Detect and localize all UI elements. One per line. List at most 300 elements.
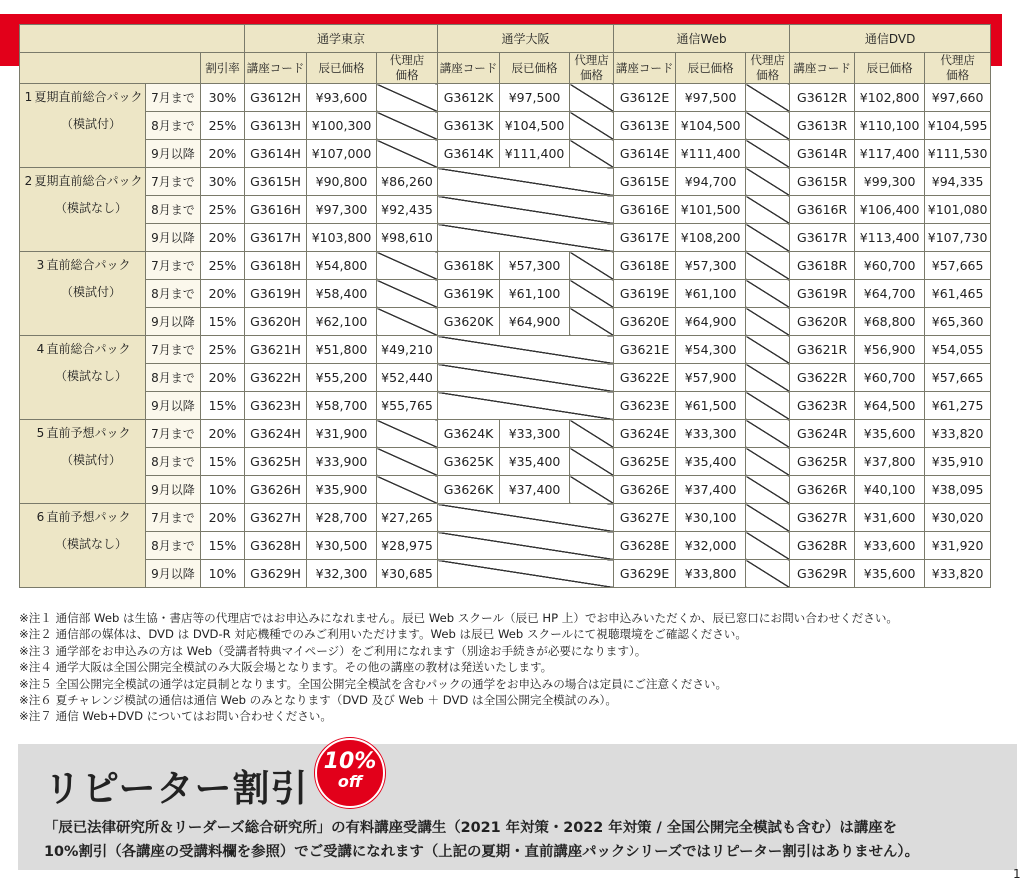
osaka-unavailable-cell bbox=[438, 168, 614, 196]
rate-cell: 15% bbox=[201, 308, 245, 336]
tokyo-code-header: 講座コード bbox=[245, 53, 307, 84]
tokyo-price-cell: ¥100,300 bbox=[307, 112, 377, 140]
tokyo-agency-na-cell bbox=[377, 420, 438, 448]
dvd-agency-price-cell: ¥61,275 bbox=[925, 392, 991, 420]
web-code-cell: G3625E bbox=[614, 448, 676, 476]
pack-name-cell bbox=[20, 420, 146, 504]
dvd-agency-header: 代理店 価格 bbox=[925, 53, 991, 84]
rate-cell: 10% bbox=[201, 476, 245, 504]
tokyo-price-cell: ¥107,000 bbox=[307, 140, 377, 168]
tokyo-price-cell: ¥55,200 bbox=[307, 364, 377, 392]
web-code-cell: G3620E bbox=[614, 308, 676, 336]
osaka-unavailable-cell bbox=[438, 532, 614, 560]
group-tokyo: 通学東京 bbox=[245, 25, 438, 53]
pack-name-cell bbox=[20, 504, 146, 588]
osaka-code-cell: G3618K bbox=[438, 252, 500, 280]
period-cell: 9月以降 bbox=[146, 560, 201, 588]
dvd-price-cell: ¥33,600 bbox=[855, 532, 925, 560]
osaka-price-cell: ¥35,400 bbox=[500, 448, 570, 476]
tokyo-code-cell: G3613H bbox=[245, 112, 307, 140]
osaka-code-cell: G3614K bbox=[438, 140, 500, 168]
rate-cell: 15% bbox=[201, 532, 245, 560]
osaka-code-cell: G3625K bbox=[438, 448, 500, 476]
osaka-agency-na-cell bbox=[570, 476, 614, 504]
dvd-price-cell: ¥117,400 bbox=[855, 140, 925, 168]
web-price-cell: ¥33,300 bbox=[676, 420, 746, 448]
web-price-header: 辰已価格 bbox=[676, 53, 746, 84]
osaka-agency-na-cell bbox=[570, 112, 614, 140]
rate-cell: 25% bbox=[201, 336, 245, 364]
web-price-cell: ¥104,500 bbox=[676, 112, 746, 140]
web-price-cell: ¥101,500 bbox=[676, 196, 746, 224]
tokyo-agency-na-cell bbox=[377, 476, 438, 504]
table-row bbox=[20, 168, 991, 196]
web-price-cell: ¥37,400 bbox=[676, 476, 746, 504]
discount-badge bbox=[315, 738, 385, 808]
dvd-code-cell: G3622R bbox=[790, 364, 855, 392]
tokyo-code-cell: G3612H bbox=[245, 84, 307, 112]
period-cell: 9月以降 bbox=[146, 224, 201, 252]
table-row bbox=[20, 336, 991, 364]
web-agency-na-cell bbox=[746, 168, 790, 196]
dvd-code-cell: G3619R bbox=[790, 280, 855, 308]
web-agency-na-cell bbox=[746, 448, 790, 476]
tokyo-code-cell: G3625H bbox=[245, 448, 307, 476]
dvd-code-cell: G3625R bbox=[790, 448, 855, 476]
period-cell: 8月まで bbox=[146, 196, 201, 224]
tokyo-agency-na-cell bbox=[377, 84, 438, 112]
tokyo-price-cell: ¥33,900 bbox=[307, 448, 377, 476]
table-row bbox=[20, 308, 991, 336]
rate-cell: 20% bbox=[201, 420, 245, 448]
price-table bbox=[19, 24, 991, 588]
repeater-discount-banner bbox=[18, 744, 1017, 870]
dvd-agency-price-cell: ¥107,730 bbox=[925, 224, 991, 252]
dvd-agency-price-cell: ¥35,910 bbox=[925, 448, 991, 476]
dvd-code-cell: G3623R bbox=[790, 392, 855, 420]
dvd-price-header: 辰已価格 bbox=[855, 53, 925, 84]
web-price-cell: ¥33,800 bbox=[676, 560, 746, 588]
dvd-price-cell: ¥31,600 bbox=[855, 504, 925, 532]
osaka-price-cell: ¥33,300 bbox=[500, 420, 570, 448]
dvd-price-cell: ¥113,400 bbox=[855, 224, 925, 252]
banner-title: リピーター割引 bbox=[44, 767, 309, 810]
banner-line-1: 「辰已法律研究所＆リーダーズ総合研究所」の有料講座受講生（2021 年対策・2022 年対策 / 全国公開完全模試も含む）は講座を bbox=[44, 820, 897, 836]
pack-name: 夏期直前総合パック bbox=[34, 174, 143, 188]
dvd-price-cell: ¥37,800 bbox=[855, 448, 925, 476]
group-osaka: 通学大阪 bbox=[438, 25, 614, 53]
period-cell: 7月まで bbox=[146, 336, 201, 364]
web-price-cell: ¥111,400 bbox=[676, 140, 746, 168]
rate-cell: 20% bbox=[201, 364, 245, 392]
tokyo-agency-na-cell bbox=[377, 252, 438, 280]
period-cell: 9月以降 bbox=[146, 308, 201, 336]
table-row bbox=[20, 140, 991, 168]
tokyo-agency-price-cell: ¥55,765 bbox=[377, 392, 438, 420]
osaka-price-cell: ¥97,500 bbox=[500, 84, 570, 112]
pack-title bbox=[20, 84, 145, 111]
web-agency-na-cell bbox=[746, 112, 790, 140]
badge-off: off bbox=[337, 772, 363, 791]
web-code-cell: G3627E bbox=[614, 504, 676, 532]
pack-number: 2 bbox=[24, 174, 33, 188]
tokyo-code-cell: G3621H bbox=[245, 336, 307, 364]
period-cell: 8月まで bbox=[146, 280, 201, 308]
web-code-cell: G3628E bbox=[614, 532, 676, 560]
dvd-code-cell: G3618R bbox=[790, 252, 855, 280]
pack-subtitle: （模試付） bbox=[60, 453, 121, 467]
dvd-price-cell: ¥64,700 bbox=[855, 280, 925, 308]
rate-cell: 25% bbox=[201, 252, 245, 280]
osaka-code-cell: G3620K bbox=[438, 308, 500, 336]
web-price-cell: ¥61,100 bbox=[676, 280, 746, 308]
tokyo-agency-price-cell: ¥49,210 bbox=[377, 336, 438, 364]
banner-line-2: 10%割引（各講座の受講料欄を参照）でご受講になれます（上記の夏期・直前講座パックシリーズではリピーター割引はありません）。 bbox=[44, 844, 920, 860]
web-code-cell: G3622E bbox=[614, 364, 676, 392]
osaka-agency-na-cell bbox=[570, 308, 614, 336]
pack-subtitle: （模試なし） bbox=[54, 201, 127, 215]
web-agency-na-cell bbox=[746, 84, 790, 112]
tokyo-code-cell: G3617H bbox=[245, 224, 307, 252]
osaka-unavailable-cell bbox=[438, 560, 614, 588]
tokyo-code-cell: G3623H bbox=[245, 392, 307, 420]
tokyo-agency-price-cell: ¥92,435 bbox=[377, 196, 438, 224]
table-row bbox=[20, 280, 991, 308]
pack-subtitle: （模試付） bbox=[60, 285, 121, 299]
tokyo-agency-price-cell: ¥30,685 bbox=[377, 560, 438, 588]
table-row bbox=[20, 252, 991, 280]
dvd-code-cell: G3629R bbox=[790, 560, 855, 588]
dvd-agency-price-cell: ¥33,820 bbox=[925, 420, 991, 448]
tokyo-price-cell: ¥31,900 bbox=[307, 420, 377, 448]
web-code-cell: G3618E bbox=[614, 252, 676, 280]
osaka-agency-na-cell bbox=[570, 280, 614, 308]
dvd-code-header: 講座コード bbox=[790, 53, 855, 84]
web-code-cell: G3619E bbox=[614, 280, 676, 308]
dvd-code-cell: G3621R bbox=[790, 336, 855, 364]
web-price-cell: ¥97,500 bbox=[676, 84, 746, 112]
pack-name: 直前総合パック bbox=[46, 342, 131, 356]
rate-cell: 15% bbox=[201, 392, 245, 420]
tokyo-agency-price-cell: ¥98,610 bbox=[377, 224, 438, 252]
web-code-cell: G3614E bbox=[614, 140, 676, 168]
page-number: 1 bbox=[1013, 867, 1021, 881]
header-blank-2 bbox=[20, 53, 201, 84]
web-agency-na-cell bbox=[746, 224, 790, 252]
dvd-price-cell: ¥35,600 bbox=[855, 560, 925, 588]
table-row bbox=[20, 420, 991, 448]
osaka-agency-header: 代理店 価格 bbox=[570, 53, 614, 84]
table-row bbox=[20, 224, 991, 252]
dvd-code-cell: G3627R bbox=[790, 504, 855, 532]
web-agency-na-cell bbox=[746, 420, 790, 448]
pack-name: 直前総合パック bbox=[46, 258, 131, 272]
dvd-price-cell: ¥40,100 bbox=[855, 476, 925, 504]
osaka-code-cell: G3626K bbox=[438, 476, 500, 504]
web-code-cell: G3612E bbox=[614, 84, 676, 112]
tokyo-code-cell: G3619H bbox=[245, 280, 307, 308]
web-price-cell: ¥57,900 bbox=[676, 364, 746, 392]
tokyo-agency-na-cell bbox=[377, 112, 438, 140]
note-3: ※注３ 通学部をお申込みの方は Web（受講者特典マイページ）をご利用になれます（別途お手続きが必要になります）。 bbox=[19, 643, 647, 658]
period-cell: 8月まで bbox=[146, 364, 201, 392]
osaka-price-cell: ¥37,400 bbox=[500, 476, 570, 504]
tokyo-code-cell: G3627H bbox=[245, 504, 307, 532]
web-price-cell: ¥57,300 bbox=[676, 252, 746, 280]
osaka-price-cell: ¥57,300 bbox=[500, 252, 570, 280]
tokyo-price-cell: ¥103,800 bbox=[307, 224, 377, 252]
dvd-code-cell: G3628R bbox=[790, 532, 855, 560]
pack-number: 5 bbox=[36, 426, 45, 440]
pack-title bbox=[20, 420, 145, 447]
rate-cell: 15% bbox=[201, 448, 245, 476]
pack-subtitle: （模試付） bbox=[60, 117, 121, 131]
tokyo-agency-price-cell: ¥28,975 bbox=[377, 532, 438, 560]
web-price-cell: ¥108,200 bbox=[676, 224, 746, 252]
rate-cell: 20% bbox=[201, 140, 245, 168]
web-agency-na-cell bbox=[746, 504, 790, 532]
rate-cell: 30% bbox=[201, 84, 245, 112]
osaka-code-cell: G3613K bbox=[438, 112, 500, 140]
dvd-agency-price-cell: ¥101,080 bbox=[925, 196, 991, 224]
dvd-code-cell: G3616R bbox=[790, 196, 855, 224]
osaka-unavailable-cell bbox=[438, 224, 614, 252]
web-agency-header: 代理店 価格 bbox=[746, 53, 790, 84]
tokyo-price-cell: ¥58,700 bbox=[307, 392, 377, 420]
osaka-agency-na-cell bbox=[570, 420, 614, 448]
web-agency-na-cell bbox=[746, 308, 790, 336]
table-row bbox=[20, 84, 991, 112]
table-row bbox=[20, 196, 991, 224]
notes bbox=[19, 610, 1009, 725]
pack-number: 4 bbox=[36, 342, 45, 356]
dvd-code-cell: G3617R bbox=[790, 224, 855, 252]
web-agency-na-cell bbox=[746, 336, 790, 364]
tokyo-agency-na-cell bbox=[377, 280, 438, 308]
note-1: ※注１ 通信部 Web は生協・書店等の代理店ではお申込みになれません。辰已 Web スクール（辰已 HP 上）でお申込みいただくか、辰已窓口にお問い合わせください。 bbox=[19, 611, 899, 625]
osaka-agency-na-cell bbox=[570, 448, 614, 476]
osaka-price-header: 辰已価格 bbox=[500, 53, 570, 84]
period-cell: 9月以降 bbox=[146, 140, 201, 168]
tokyo-agency-na-cell bbox=[377, 140, 438, 168]
pack-name: 夏期直前総合パック bbox=[34, 90, 143, 104]
dvd-code-cell: G3620R bbox=[790, 308, 855, 336]
note-5: ※注５ 全国公開完全模試の通学は定員制となります。全国公開完全模試を含むパックの通学をお申込みの場合は定員にご注意ください。 bbox=[19, 676, 728, 691]
osaka-price-cell: ¥111,400 bbox=[500, 140, 570, 168]
group-web: 通信Web bbox=[614, 25, 790, 53]
pack-number: 1 bbox=[24, 90, 33, 104]
dvd-price-cell: ¥102,800 bbox=[855, 84, 925, 112]
dvd-price-cell: ¥56,900 bbox=[855, 336, 925, 364]
tokyo-price-cell: ¥97,300 bbox=[307, 196, 377, 224]
period-cell: 9月以降 bbox=[146, 476, 201, 504]
note-6: ※注６ 夏チャレンジ模試の通信は通信 Web のみとなります（DVD 及び Web ＋ DVD は全国公開完全模試のみ）。 bbox=[19, 693, 617, 708]
pack-subtitle: （模試なし） bbox=[54, 369, 127, 383]
tokyo-price-cell: ¥28,700 bbox=[307, 504, 377, 532]
pack-title bbox=[20, 336, 145, 363]
tokyo-code-cell: G3618H bbox=[245, 252, 307, 280]
table-row bbox=[20, 532, 991, 560]
osaka-code-cell: G3619K bbox=[438, 280, 500, 308]
web-code-cell: G3629E bbox=[614, 560, 676, 588]
rate-cell: 20% bbox=[201, 504, 245, 532]
rate-cell: 10% bbox=[201, 560, 245, 588]
pack-number: 6 bbox=[36, 510, 45, 524]
dvd-agency-price-cell: ¥57,665 bbox=[925, 364, 991, 392]
pack-number: 3 bbox=[36, 258, 45, 272]
period-cell: 8月まで bbox=[146, 112, 201, 140]
period-cell: 7月まで bbox=[146, 252, 201, 280]
period-cell: 8月まで bbox=[146, 448, 201, 476]
tokyo-price-cell: ¥32,300 bbox=[307, 560, 377, 588]
tokyo-code-cell: G3614H bbox=[245, 140, 307, 168]
web-price-cell: ¥30,100 bbox=[676, 504, 746, 532]
dvd-price-cell: ¥60,700 bbox=[855, 252, 925, 280]
web-price-cell: ¥32,000 bbox=[676, 532, 746, 560]
table-row bbox=[20, 476, 991, 504]
web-code-cell: G3615E bbox=[614, 168, 676, 196]
tokyo-agency-na-cell bbox=[377, 448, 438, 476]
period-cell: 7月まで bbox=[146, 168, 201, 196]
web-code-cell: G3623E bbox=[614, 392, 676, 420]
rate-header: 割引率 bbox=[201, 53, 245, 84]
dvd-price-cell: ¥106,400 bbox=[855, 196, 925, 224]
pack-subtitle: （模試なし） bbox=[54, 537, 127, 551]
period-cell: 7月まで bbox=[146, 84, 201, 112]
rate-cell: 30% bbox=[201, 168, 245, 196]
period-cell: 8月まで bbox=[146, 532, 201, 560]
web-agency-na-cell bbox=[746, 364, 790, 392]
dvd-agency-price-cell: ¥33,820 bbox=[925, 560, 991, 588]
rate-cell: 25% bbox=[201, 196, 245, 224]
group-dvd: 通信DVD bbox=[790, 25, 991, 53]
osaka-unavailable-cell bbox=[438, 364, 614, 392]
osaka-agency-na-cell bbox=[570, 84, 614, 112]
osaka-price-cell: ¥64,900 bbox=[500, 308, 570, 336]
dvd-agency-price-cell: ¥38,095 bbox=[925, 476, 991, 504]
price-table-wrap bbox=[19, 24, 990, 588]
dvd-price-cell: ¥99,300 bbox=[855, 168, 925, 196]
dvd-price-cell: ¥110,100 bbox=[855, 112, 925, 140]
pack-title bbox=[20, 168, 145, 195]
tokyo-price-cell: ¥62,100 bbox=[307, 308, 377, 336]
osaka-unavailable-cell bbox=[438, 392, 614, 420]
tokyo-code-cell: G3616H bbox=[245, 196, 307, 224]
note-7: ※注７ 通信 Web+DVD についてはお問い合わせください。 bbox=[19, 709, 332, 724]
note-4: ※注４ 通学大阪は全国公開完全模試のみ大阪会場となります。その他の講座の教材は発送いたします。 bbox=[19, 660, 553, 675]
web-agency-na-cell bbox=[746, 392, 790, 420]
web-code-cell: G3624E bbox=[614, 420, 676, 448]
badge-percent: 10% bbox=[323, 749, 377, 774]
tokyo-code-cell: G3628H bbox=[245, 532, 307, 560]
table-row bbox=[20, 392, 991, 420]
tokyo-price-cell: ¥51,800 bbox=[307, 336, 377, 364]
dvd-code-cell: G3626R bbox=[790, 476, 855, 504]
period-cell: 7月まで bbox=[146, 420, 201, 448]
web-price-cell: ¥35,400 bbox=[676, 448, 746, 476]
tokyo-agency-price-cell: ¥52,440 bbox=[377, 364, 438, 392]
web-code-cell: G3616E bbox=[614, 196, 676, 224]
note-2: ※注２ 通信部の媒体は、DVD は DVD-R 対応機種でのみご利用いただけます。Web は辰已 Web スクールにて視聴環境をご確認ください。 bbox=[19, 627, 747, 642]
dvd-agency-price-cell: ¥97,660 bbox=[925, 84, 991, 112]
rate-cell: 20% bbox=[201, 224, 245, 252]
web-agency-na-cell bbox=[746, 280, 790, 308]
dvd-agency-price-cell: ¥31,920 bbox=[925, 532, 991, 560]
web-price-cell: ¥64,900 bbox=[676, 308, 746, 336]
tokyo-price-cell: ¥30,500 bbox=[307, 532, 377, 560]
table-row bbox=[20, 112, 991, 140]
web-code-header: 講座コード bbox=[614, 53, 676, 84]
pack-name-cell bbox=[20, 84, 146, 168]
dvd-price-cell: ¥60,700 bbox=[855, 364, 925, 392]
pack-name-cell bbox=[20, 252, 146, 336]
table-row bbox=[20, 504, 991, 532]
dvd-price-cell: ¥35,600 bbox=[855, 420, 925, 448]
tokyo-agency-price-cell: ¥27,265 bbox=[377, 504, 438, 532]
dvd-code-cell: G3613R bbox=[790, 112, 855, 140]
dvd-code-cell: G3624R bbox=[790, 420, 855, 448]
dvd-agency-price-cell: ¥65,360 bbox=[925, 308, 991, 336]
web-agency-na-cell bbox=[746, 140, 790, 168]
tokyo-code-cell: G3620H bbox=[245, 308, 307, 336]
header-blank bbox=[20, 25, 245, 53]
tokyo-agency-price-cell: ¥86,260 bbox=[377, 168, 438, 196]
rate-cell: 25% bbox=[201, 112, 245, 140]
web-agency-na-cell bbox=[746, 476, 790, 504]
dvd-agency-price-cell: ¥54,055 bbox=[925, 336, 991, 364]
osaka-agency-na-cell bbox=[570, 252, 614, 280]
web-price-cell: ¥54,300 bbox=[676, 336, 746, 364]
web-code-cell: G3621E bbox=[614, 336, 676, 364]
dvd-agency-price-cell: ¥111,530 bbox=[925, 140, 991, 168]
tokyo-code-cell: G3629H bbox=[245, 560, 307, 588]
osaka-code-cell: G3624K bbox=[438, 420, 500, 448]
tokyo-code-cell: G3622H bbox=[245, 364, 307, 392]
dvd-price-cell: ¥64,500 bbox=[855, 392, 925, 420]
web-price-cell: ¥61,500 bbox=[676, 392, 746, 420]
tokyo-code-cell: G3624H bbox=[245, 420, 307, 448]
osaka-unavailable-cell bbox=[438, 196, 614, 224]
pack-name: 直前予想パック bbox=[46, 510, 131, 524]
rate-cell: 20% bbox=[201, 280, 245, 308]
osaka-agency-na-cell bbox=[570, 140, 614, 168]
osaka-code-header: 講座コード bbox=[438, 53, 500, 84]
osaka-unavailable-cell bbox=[438, 336, 614, 364]
tokyo-price-cell: ¥58,400 bbox=[307, 280, 377, 308]
pack-name: 直前予想パック bbox=[46, 426, 131, 440]
tokyo-price-cell: ¥54,800 bbox=[307, 252, 377, 280]
tokyo-price-cell: ¥35,900 bbox=[307, 476, 377, 504]
web-price-cell: ¥94,700 bbox=[676, 168, 746, 196]
tokyo-agency-na-cell bbox=[377, 308, 438, 336]
web-agency-na-cell bbox=[746, 252, 790, 280]
dvd-agency-price-cell: ¥104,595 bbox=[925, 112, 991, 140]
web-code-cell: G3613E bbox=[614, 112, 676, 140]
tokyo-price-header: 辰已価格 bbox=[307, 53, 377, 84]
tokyo-code-cell: G3615H bbox=[245, 168, 307, 196]
tokyo-price-cell: ¥93,600 bbox=[307, 84, 377, 112]
osaka-price-cell: ¥104,500 bbox=[500, 112, 570, 140]
period-cell: 7月まで bbox=[146, 504, 201, 532]
banner-description bbox=[44, 816, 1004, 864]
dvd-code-cell: G3615R bbox=[790, 168, 855, 196]
dvd-agency-price-cell: ¥57,665 bbox=[925, 252, 991, 280]
osaka-code-cell: G3612K bbox=[438, 84, 500, 112]
dvd-agency-price-cell: ¥30,020 bbox=[925, 504, 991, 532]
table-row bbox=[20, 560, 991, 588]
dvd-code-cell: G3614R bbox=[790, 140, 855, 168]
tokyo-code-cell: G3626H bbox=[245, 476, 307, 504]
